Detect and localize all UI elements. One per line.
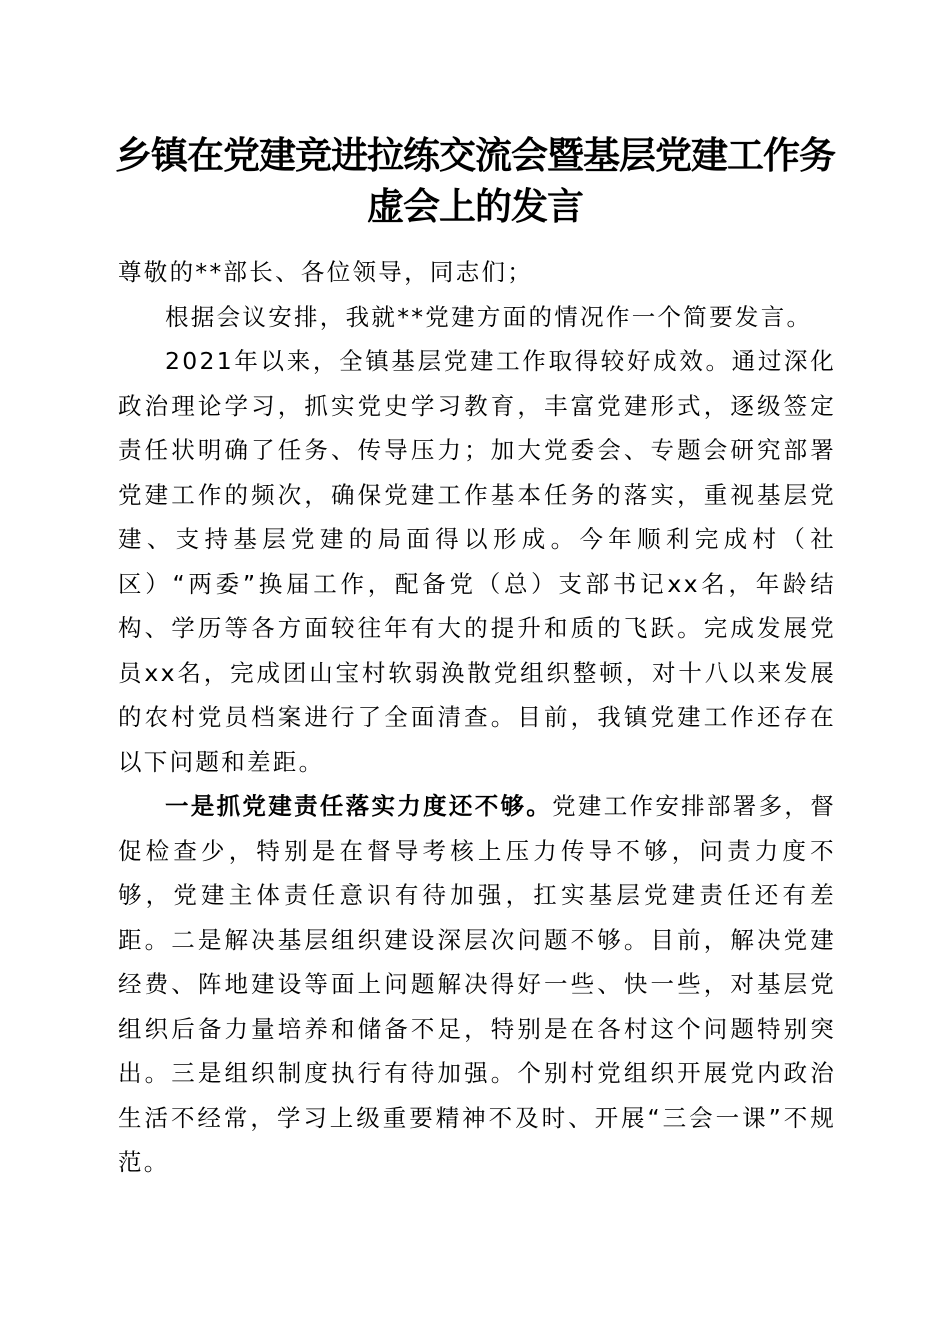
paragraph-achievements: 2021年以来，全镇基层党建工作取得较好成效。通过深化政治理论学习，抓实党史学习教育，丰富党建形式，逐级签定责任状明确了任务、传导压力；加大党委会、专题会研究部署党建工作的频次，确保党建工作基本任务的落实，重视基层党建、支持基层党建的局面得以形成。今年顺利完成村（社区）“两委”换届工作，配备党（总）支部书记xx名，年龄结构、学历等各方面较往年有大的提升和质的飞跃。完成发展党员xx名，完成团山宝村软弱涣散党组织整顿，对十八以来发展的农村党员档案进行了全面清查。目前，我镇党建工作还存在以下问题和差距。 xyxy=(118,347,836,776)
paragraph-lead-heading: 一是抓党建责任落实力度还不够。 xyxy=(165,792,553,820)
document-title xyxy=(100,130,850,232)
title-line-1: 乡镇在党建竞进拉练交流会暨基层党建工作务 xyxy=(115,133,835,177)
title-line-2: 虚会上的发言 xyxy=(367,184,583,228)
paragraph-problems xyxy=(118,784,836,1185)
paragraph-intro: 根据会议安排，我就**党建方面的情况作一个简要发言。 xyxy=(165,302,813,331)
salutation: 尊敬的**部长、各位领导，同志们； xyxy=(118,258,534,286)
paragraph-problems-text: 党建工作安排部署多，督促检查少，特别是在督导考核上压力传导不够，问责力度不够，党建主体责任意识有待加强，扛实基层党建责任还有差距。二是解决基层组织建设深层次问题不够。目前，解决党建经费、阵地建设等面上问题解决得好一些、快一些，对基层党组织后备力量培养和储备不足，特别是在各村这个问题特别突出。三是组织制度执行有待加强。个别村党组织开展党内政治生活不经常，学习上级重要精神不及时、开展“三会一课”不规范。 xyxy=(118,792,836,1176)
document-body xyxy=(118,250,836,1185)
